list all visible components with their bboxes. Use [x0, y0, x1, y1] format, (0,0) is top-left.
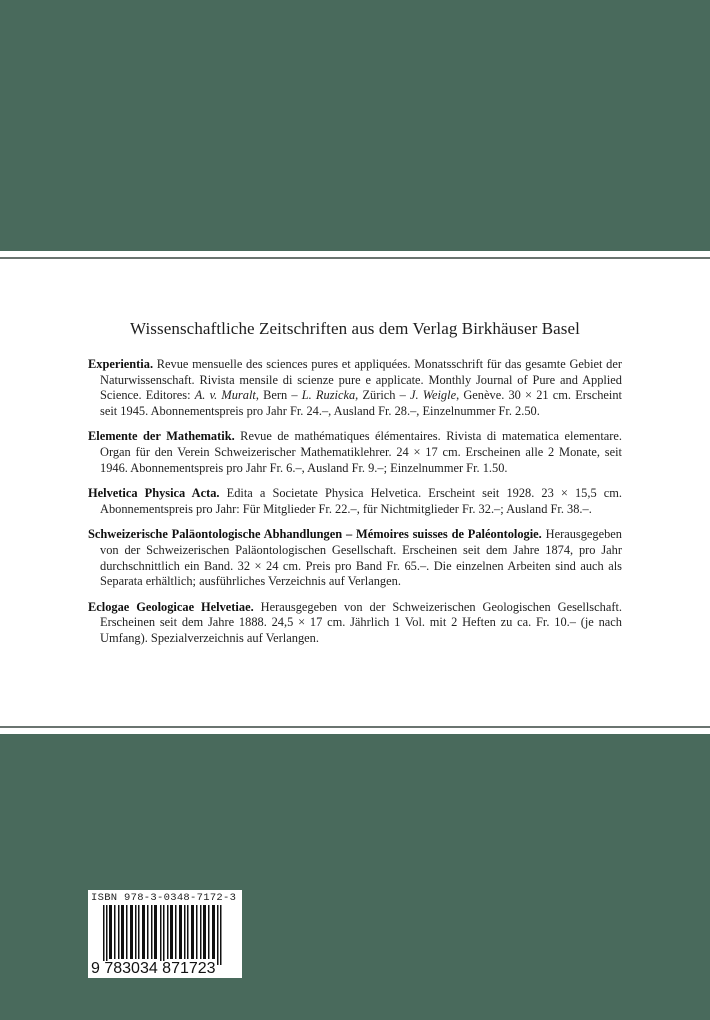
bottom-rule — [0, 726, 710, 728]
journal-entry-helvetica-physica: Helvetica Physica Acta. Edita a Societate Physica Helvetica. Erscheint seit 1928. 23 × 15,5 cm. Abonnementspreis pro Jahr: Für Mitglieder Fr. 22.–, für Nichtmitglieder Fr. 32.–; Ausland Fr. 38.–. — [88, 486, 622, 516]
top-rule — [0, 257, 710, 259]
journal-list — [88, 357, 622, 657]
publisher-panel — [0, 251, 710, 734]
journal-title: Elemente der Mathematik. — [88, 429, 235, 444]
journal-entry-eclogae: Eclogae Geologicae Helvetiae. Herausgegeben von der Schweizerischen Geologischen Gesellschaft. Erscheinen seit dem Jahre 1888. 24,5 × 17 cm. Jährlich 1 Vol. mit 2 Heften zu ca. Fr. 10.– (je nach Umfang). Spezialverzeichnis auf Verlangen. — [88, 599, 622, 645]
journal-title: Experientia. — [88, 357, 154, 371]
journal-entry-elemente: Elemente der Mathematik. Revue de mathématiques élémentaires. Rivista di matematica elementare. Organ für den Verein Schweizerischer Mathematiklehrer. 24 × 17 cm. Erscheinen alle 2 Monate, seit 1946. Abonnementspreis pro Jahr Fr. 6.–, Ausland Fr. 9.–; Einzelnummer Fr. 1.50. — [88, 429, 622, 475]
journal-entry-palaeontologie: Schweizerische Paläontologische Abhandlungen – Mémoires suisses de Paléontologie. Herausgegeben von der Schweizerischen Paläontologischen Gesellschaft. Erscheinen seit dem Jahre 1874, pro Jahr durchschnittlich ein Band. 32 × 24 cm. Preis pro Band Fr. 65.–. Die einzelnen Arbeiten sind auch als Separata erhältlich; ausführliches Verzeichnis auf Verlangen. — [88, 527, 622, 589]
editor-name: A. v. Muralt — [194, 388, 256, 403]
isbn-barcode — [88, 890, 242, 978]
barcode-bars-icon — [103, 905, 239, 965]
journal-title: Schweizerische Paläontologische Abhandlungen – Mémoires suisses de Paléontologie. — [88, 527, 542, 542]
editor-name: J. Weigle — [410, 388, 457, 403]
isbn-label: ISBN 978-3-0348-7172-3 — [91, 892, 237, 904]
top-green-band — [0, 0, 710, 251]
ean-digits: 9 783034 871723 — [91, 960, 216, 977]
editor-name: L. Ruzicka — [301, 388, 356, 403]
panel-heading: Wissenschaftliche Zeitschriften aus dem Verlag Birkhäuser Basel — [130, 319, 580, 338]
journal-title: Eclogae Geologicae Helvetiae. — [88, 599, 254, 614]
journal-title: Helvetica Physica Acta. — [88, 486, 220, 501]
journal-entry-experientia: Experientia. Revue mensuelle des sciences pures et appliquées. Monatsschrift für das gesamte Gebiet der Naturwissenschaft. Rivista mensile di scienze pure e applicate. Monthly Journal of Pure and Applied Science. Editores: A. v. Muralt, Bern – L. Ruzicka, Zürich – J. Weigle, Genève. 30 × 21 cm. Erscheint seit 1945. Abonnementspreis pro Jahr Fr. 24.–, Ausland Fr. 28.–, Einzelnummer Fr. 2.50. — [88, 357, 622, 418]
